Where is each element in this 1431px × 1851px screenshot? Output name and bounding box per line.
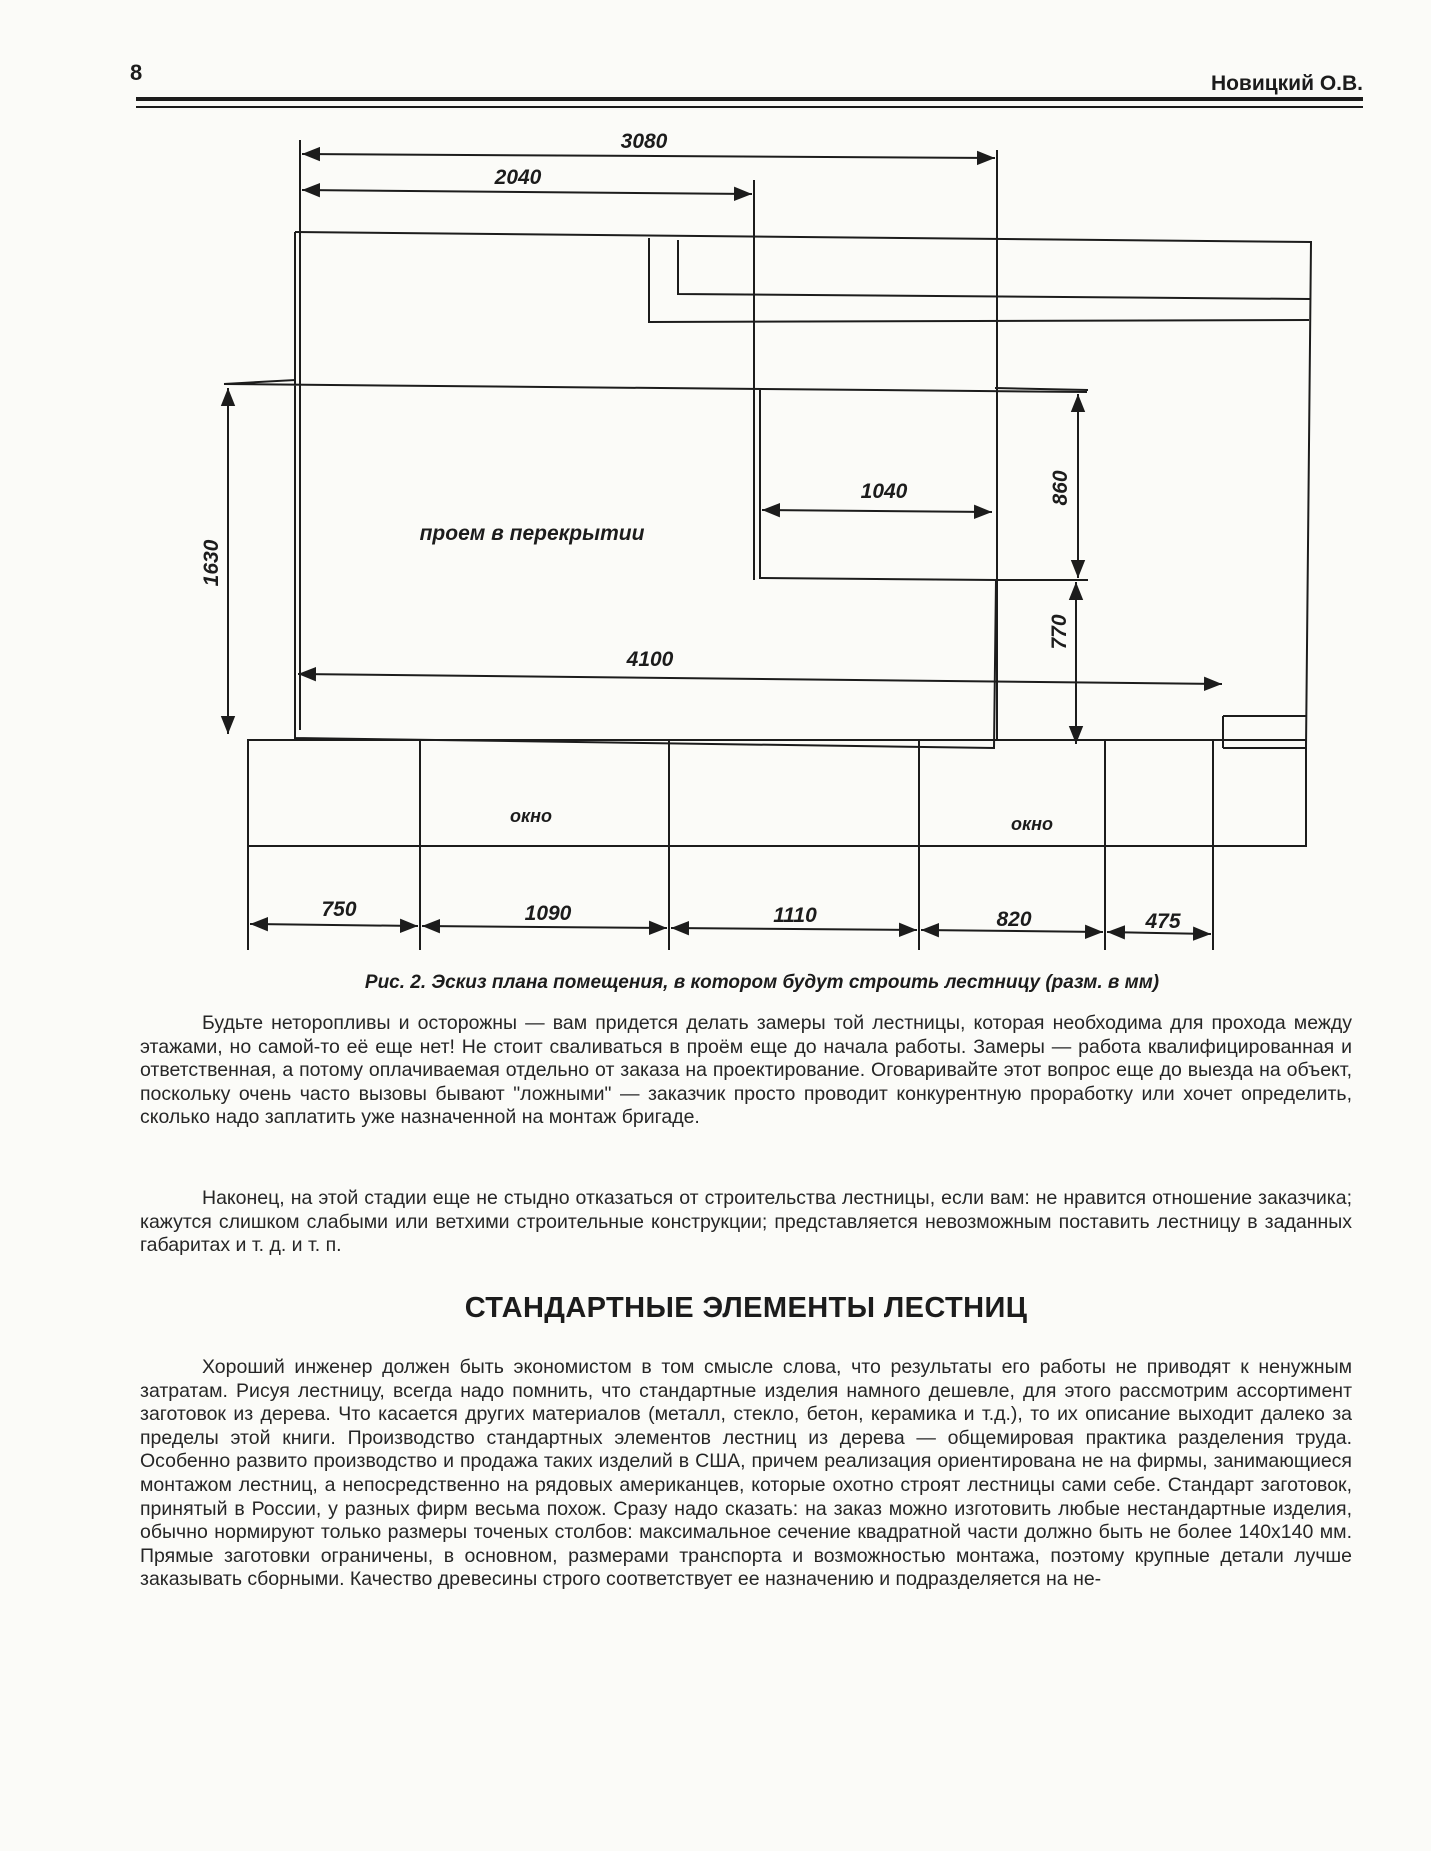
section-heading: СТАНДАРТНЫЕ ЭЛЕМЕНТЫ ЛЕСТНИЦ	[464, 1292, 1028, 1324]
dim-1630: 1630	[200, 539, 223, 587]
opening-outline	[224, 380, 1087, 748]
paragraph-2-text: Наконец, на этой стадии еще не стыдно отказаться от строительства лестницы, если вам: не нравится отношение заказчика; кажутся слишком слабыми или ветхими строительные конструкции; представляется невозможным поставить лестницу в заданных габаритах и т. д. и т. п.	[140, 1187, 1352, 1257]
dim-1090: 1090	[524, 902, 572, 925]
dim-line-1090	[422, 926, 667, 928]
dim-820: 820	[996, 908, 1032, 931]
nook-outline	[1223, 716, 1306, 748]
paragraph-1-text: Будьте неторопливы и осторожны — вам придется делать замеры той лестницы, которая необходима для прохода между этажами, но самой-то её еще нет! Не стоит сваливаться в проём еще до начала работы. Замеры — работа квалифицированная и ответственная, а потому оплачиваемая отдельно от заказа на проектирование. Оговаривайте этот вопрос еще до выезда на объект, поскольку очень часто вызовы бывают "ложными" — заказчик просто проводит конкурентную проработку или хочет определить, сколько надо заплатить уже назначенной на монтаж бригаде.	[140, 1012, 1352, 1129]
upper-offset-inner	[678, 240, 1310, 299]
dim-1040: 1040	[860, 480, 908, 503]
figure-caption: Рис. 2. Эскиз плана помещения, в котором будут строить лестницу (разм. в мм)	[364, 972, 1160, 993]
dim-line-1040	[762, 510, 992, 512]
dim-475: 475	[1145, 910, 1181, 933]
dim-3080: 3080	[620, 130, 668, 153]
page-number: 8	[130, 60, 143, 85]
dim-line-4100	[298, 674, 1222, 684]
dim-750: 750	[321, 898, 357, 921]
dim-line-1110	[671, 928, 917, 930]
body-paragraph-2	[140, 1187, 1352, 1258]
wall-band	[248, 740, 1306, 846]
dim-1110: 1110	[773, 904, 817, 927]
dim-line-750	[250, 924, 418, 926]
label-window-right: окно	[1011, 814, 1053, 834]
dim-2040: 2040	[494, 166, 542, 189]
dim-4100: 4100	[626, 648, 674, 671]
outer-wall-outline	[295, 232, 1311, 748]
dim-line-2040	[302, 190, 752, 194]
dim-770: 770	[1048, 614, 1071, 650]
running-head-author: Новицкий О.В.	[1210, 72, 1363, 95]
label-window-left: окно	[510, 806, 552, 826]
body-paragraph-3	[140, 1356, 1352, 1592]
paragraph-3-text: Хороший инженер должен быть экономистом в том смысле слова, что результаты его работы не приводят к ненужным затратам. Рисуя лестницу, всегда надо помнить, что стандартные изделия намного дешевле, для этого рассмотрим ассортимент заготовок из дерева. Что касается других материалов (металл, стекло, бетон, керамика и т.д.), то их описание выходит далеко за пределы этой книги. Производство стандартных элементов лестниц из дерева — общемировая практика разделения труда. Особенно развито производство и продажа таких изделий в США, причем реализация ориентирована не на фирмы, занимающиеся монтажом лестниц, а непосредственно на рядовых американцев, которые охотно строят лестницы сами себе. Стандарт заготовок, принятый в России, у разных фирм весьма похож. Сразу надо сказать: на заказ можно изготовить любые нестандартные изделия, обычно нормируют только размеры точеных столбов: максимальное сечение квадратной части должно быть не более 140х140 мм. Прямые заготовки ограничены, в основном, размерами транспорта и возможностью монтажа, поэтому крупные детали лучше заказывать сборными. Качество древесины строго соответствует ее назначению и подразделяется на не-	[140, 1356, 1352, 1591]
upper-offset-outer	[649, 238, 1309, 322]
dim-line-3080	[302, 154, 995, 158]
body-paragraph-1	[140, 1012, 1352, 1130]
label-opening: проем в перекрытии	[419, 522, 645, 545]
dim-860: 860	[1049, 470, 1072, 506]
